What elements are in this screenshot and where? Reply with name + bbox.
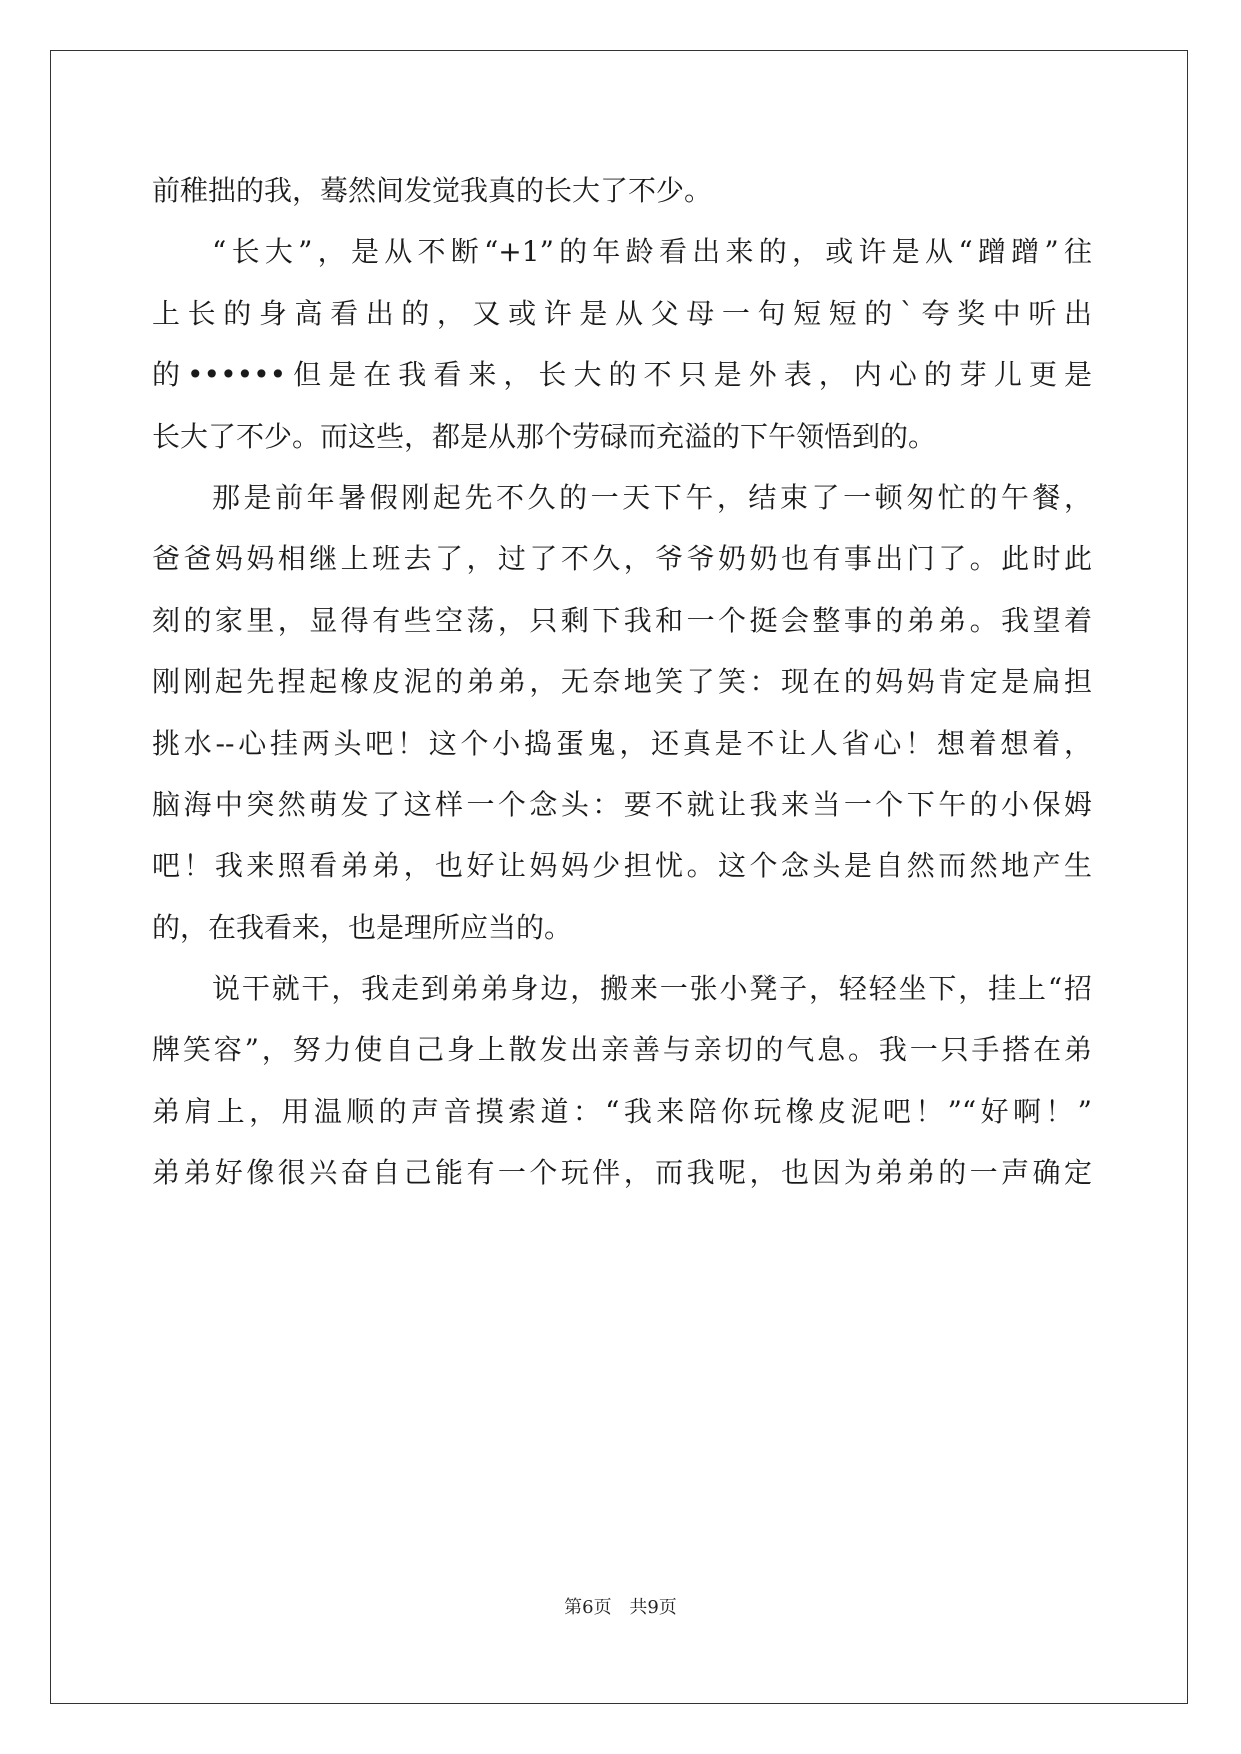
text-line: 刻的家里，显得有些空荡，只剩下我和一个挺会整事的弟弟。我望着 <box>152 603 1092 637</box>
page-number: 第6页 <box>564 1597 612 1618</box>
text-line: 爸爸妈妈相继上班去了，过了不久，爷爷奶奶也有事出门了。此时此 <box>152 542 1092 576</box>
text-line: “长大”，是从不断“+1”的年龄看出来的，或许是从“蹭蹭”往 <box>212 235 1092 269</box>
text-line: 上长的身高看出的，又或许是从父母一句短短的`夸奖中听出 <box>152 296 1092 330</box>
text-line: 脑海中突然萌发了这样一个念头：要不就让我来当一个下午的小保姆 <box>152 787 1092 821</box>
text-line: 挑水--心挂两头吧！这个小捣蛋鬼，还真是不让人省心！想着想着， <box>152 726 1092 760</box>
text-line: 刚刚起先捏起橡皮泥的弟弟，无奈地笑了笑：现在的妈妈肯定是扁担 <box>152 665 1092 699</box>
page-footer <box>0 1593 1241 1619</box>
page-total: 共9页 <box>629 1597 677 1618</box>
text-line: 的••••••但是在我看来，长大的不只是外表，内心的芽儿更是 <box>152 358 1092 392</box>
text-line: 牌笑容”，努力使自己身上散发出亲善与亲切的气息。我一只手搭在弟 <box>152 1033 1092 1067</box>
text-line: 长大了不少。而这些，都是从那个劳碌而充溢的下午领悟到的。 <box>152 419 937 453</box>
text-line: 那是前年暑假刚起先不久的一天下午，结束了一顿匆忙的午餐， <box>212 480 1092 514</box>
text-line: 说干就干，我走到弟弟身边，搬来一张小凳子，轻轻坐下，挂上“招 <box>212 972 1092 1006</box>
document-body <box>152 160 1092 1204</box>
text-line: 弟弟好像很兴奋自己能有一个玩伴，而我呢，也因为弟弟的一声确定 <box>152 1156 1092 1190</box>
text-line: 弟肩上，用温顺的声音摸索道：“我来陪你玩橡皮泥吧！”“好啊！” <box>152 1094 1092 1128</box>
text-line: 吧！我来照看弟弟，也好让妈妈少担忧。这个念头是自然而然地产生 <box>152 849 1092 883</box>
text-line: 前稚拙的我，蓦然间发觉我真的长大了不少。 <box>152 174 713 207</box>
text-line: 的，在我看来，也是理所应当的。 <box>152 910 573 944</box>
